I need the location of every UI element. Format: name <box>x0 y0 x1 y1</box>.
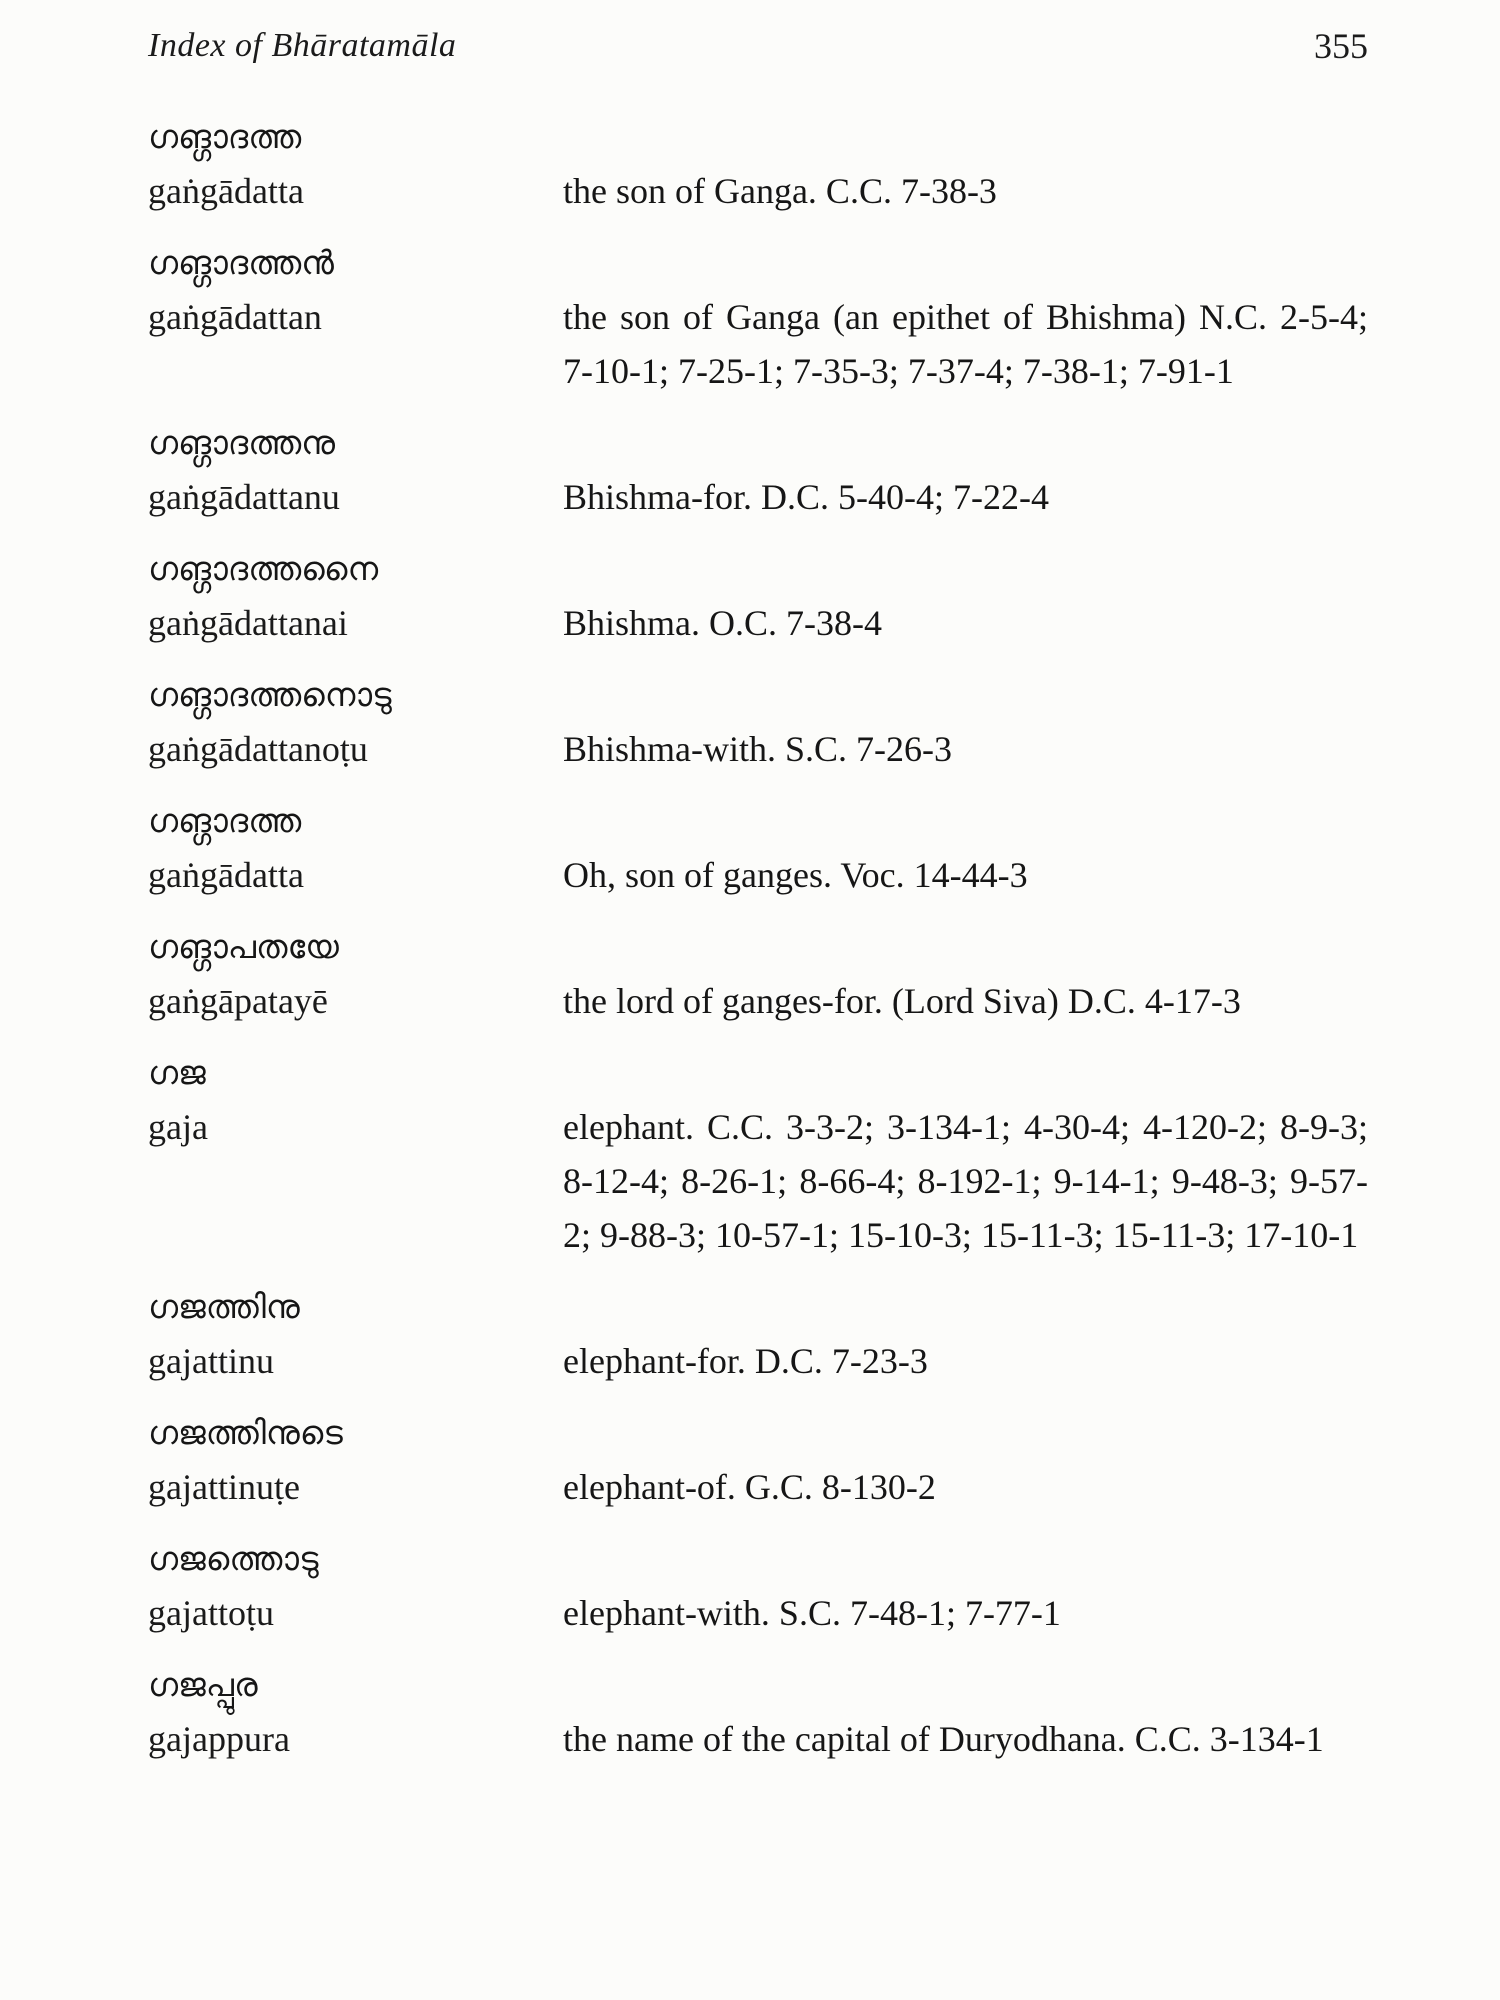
headword-transliteration: gajappura <box>148 1719 290 1759</box>
headword-transliteration: gaṅgāpatayē <box>148 981 328 1021</box>
entry-definition: Bhishma-with. S.C. 7-26-3 <box>563 729 953 769</box>
headword-transliteration: gajattinu <box>148 1341 274 1381</box>
headword-script: ഗങ്ഗാപതയേ <box>148 927 339 966</box>
index-entry <box>148 668 1368 776</box>
headword-script: ഗങ്ഗാദത്ത <box>148 117 302 156</box>
headword-transliteration: gaṅgādatta <box>148 855 304 895</box>
entry-definition: elephant-for. D.C. 7-23-3 <box>563 1341 928 1381</box>
headword-transliteration: gaṅgādatta <box>148 171 304 211</box>
headword-script: ഗജത്തിനുടെ <box>148 1413 343 1452</box>
index-entry <box>148 236 1368 398</box>
headword-transliteration: gaṅgādattan <box>148 297 322 337</box>
entry-definition: elephant-with. S.C. 7-48-1; 7-77-1 <box>563 1593 1061 1633</box>
index-entry <box>148 110 1368 218</box>
headword-script: ഗജപ്പുര <box>148 1665 258 1704</box>
headword-script: ഗജത്തിനു <box>148 1287 300 1326</box>
headword-script: ഗജത്തൊടു <box>148 1539 319 1578</box>
headword-transliteration: gaja <box>148 1107 208 1147</box>
entry-definition: Bhishma-for. D.C. 5-40-4; 7-22-4 <box>563 477 1049 517</box>
index-entry <box>148 542 1368 650</box>
index-entry <box>148 416 1368 524</box>
entry-definition: elephant-of. G.C. 8-130-2 <box>563 1467 936 1507</box>
headword-transliteration: gajattoṭu <box>148 1593 274 1633</box>
headword-script: ഗജ <box>148 1053 206 1092</box>
index-entry <box>148 1046 1368 1262</box>
index-entry <box>148 794 1368 902</box>
index-entry <box>148 1658 1368 1766</box>
index-entry <box>148 1532 1368 1640</box>
headword-transliteration: gaṅgādattanoṭu <box>148 729 368 769</box>
page-header <box>148 26 1368 66</box>
entry-definition: Bhishma. O.C. 7-38-4 <box>563 603 882 643</box>
page-header-title: Index of Bhāratamāla <box>148 27 457 64</box>
entry-definition: the son of Ganga (an epithet of Bhishma) N.C. 2-5-4; 7-10-1; 7-25-1; 7-35-3; 7-37-4; 7-38-1; 7-91-1 <box>563 297 1368 391</box>
entry-definition: elephant. C.C. 3-3-2; 3-134-1; 4-30-4; 4-120-2; 8-9-3; 8-12-4; 8-26-1; 8-66-4; 8-192-1; 9-14-1; 9-48-3; 9-57-2; 9-88-3; 10-57-1; 15-10-3; 15-11-3; 15-11-3; 17-10-1 <box>563 1107 1368 1255</box>
headword-script: ഗങ്ഗാദത്തൻ <box>148 243 334 282</box>
headword-script: ഗങ്ഗാദത്തനൊടു <box>148 675 392 714</box>
entry-definition: Oh, son of ganges. Voc. 14-44-3 <box>563 855 1028 895</box>
entry-definition: the lord of ganges-for. (Lord Siva) D.C. 4-17-3 <box>563 981 1241 1021</box>
index-entry <box>148 920 1368 1028</box>
headword-script: ഗങ്ഗാദത്ത <box>148 801 302 840</box>
headword-transliteration: gaṅgādattanu <box>148 477 340 517</box>
headword-script: ഗങ്ഗാദത്തനൈ <box>148 549 379 588</box>
index-entry <box>148 1406 1368 1514</box>
page-number: 355 <box>1314 26 1368 66</box>
headword-script: ഗങ്ഗാദത്തനു <box>148 423 336 462</box>
entry-definition: the son of Ganga. C.C. 7-38-3 <box>563 171 997 211</box>
headword-transliteration: gaṅgādattanai <box>148 603 348 643</box>
index-entry <box>148 1280 1368 1388</box>
entry-definition: the name of the capital of Duryodhana. C.C. 3-134-1 <box>563 1719 1324 1759</box>
headword-transliteration: gajattinuṭe <box>148 1467 300 1507</box>
